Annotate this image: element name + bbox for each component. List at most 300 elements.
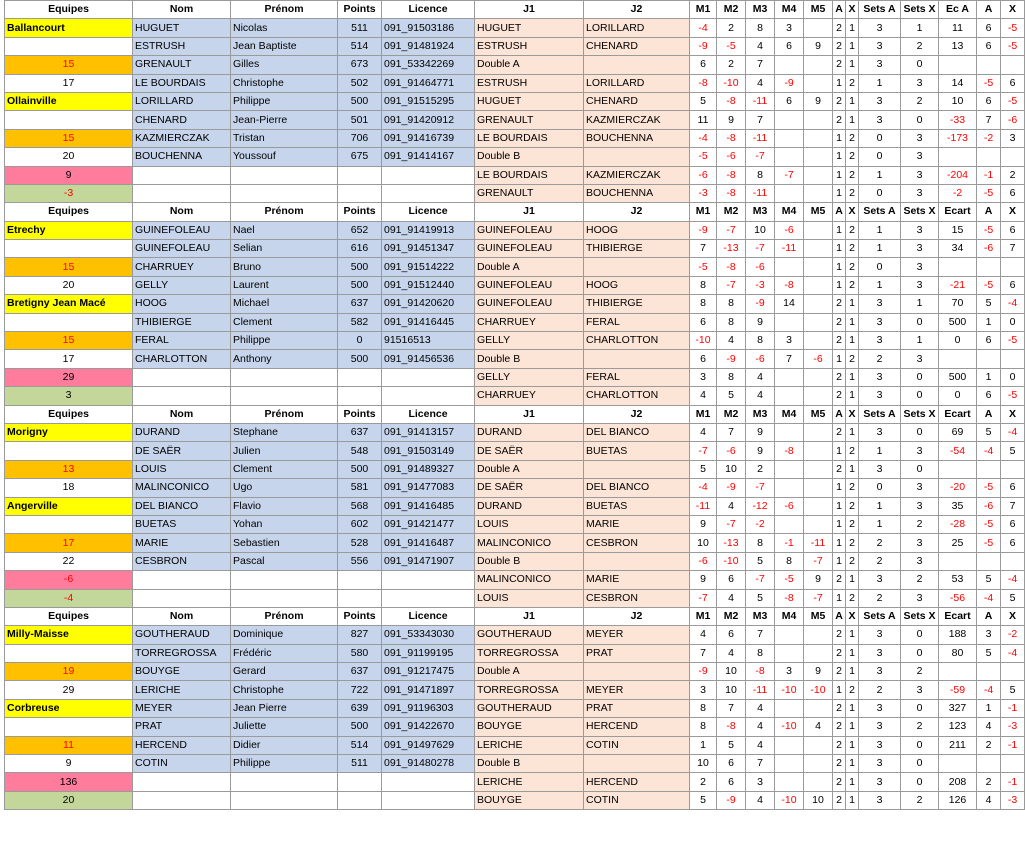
match-j2: BOUCHENNA bbox=[584, 129, 690, 147]
player-points: 722 bbox=[338, 681, 382, 699]
ecart: -28 bbox=[939, 515, 977, 533]
player-prenom: Jean-Pierre bbox=[231, 111, 338, 129]
team-cell bbox=[5, 37, 133, 55]
player-prenom: Julien bbox=[231, 442, 338, 460]
sets-a: 2 bbox=[859, 589, 901, 607]
m2: -6 bbox=[717, 442, 746, 460]
team-cell bbox=[5, 313, 133, 331]
player-nom: LE BOURDAIS bbox=[133, 74, 231, 92]
match-j2 bbox=[584, 663, 690, 681]
pts-x bbox=[1001, 56, 1025, 74]
m2: -9 bbox=[717, 791, 746, 809]
m5: 10 bbox=[804, 791, 833, 809]
team-diff: 29 bbox=[5, 368, 133, 386]
sets-a: 3 bbox=[859, 736, 901, 754]
player-points: 500 bbox=[338, 276, 382, 294]
table-row bbox=[5, 626, 1025, 644]
header-m1: M1 bbox=[690, 203, 717, 221]
match-j2: THIBIERGE bbox=[584, 240, 690, 258]
sets-x: 3 bbox=[901, 497, 939, 515]
header-pts-x: X bbox=[1001, 203, 1025, 221]
match-x: 2 bbox=[846, 515, 859, 533]
m5: 4 bbox=[804, 718, 833, 736]
sets-a: 3 bbox=[859, 37, 901, 55]
m2: 5 bbox=[717, 736, 746, 754]
m4 bbox=[775, 755, 804, 773]
match-x: 1 bbox=[846, 718, 859, 736]
m1: -6 bbox=[690, 552, 717, 570]
pts-x: 7 bbox=[1001, 497, 1025, 515]
table-row bbox=[5, 129, 1025, 147]
match-j1: HUGUET bbox=[475, 92, 584, 110]
pts-x: -1 bbox=[1001, 773, 1025, 791]
pts-x bbox=[1001, 460, 1025, 478]
m1: 9 bbox=[690, 571, 717, 589]
sets-a: 2 bbox=[859, 350, 901, 368]
header-sets-a: Sets A bbox=[859, 607, 901, 625]
match-j2: PRAT bbox=[584, 699, 690, 717]
m5 bbox=[804, 184, 833, 202]
header-prenom: Prénom bbox=[231, 203, 338, 221]
m1: -9 bbox=[690, 663, 717, 681]
sets-a: 3 bbox=[859, 644, 901, 662]
empty-cell bbox=[338, 387, 382, 405]
ecart: -20 bbox=[939, 479, 977, 497]
empty-cell bbox=[231, 773, 338, 791]
empty-cell bbox=[133, 791, 231, 809]
m4: 8 bbox=[775, 552, 804, 570]
m3: 4 bbox=[746, 791, 775, 809]
m3: -11 bbox=[746, 184, 775, 202]
player-licence: 91516513 bbox=[382, 332, 475, 350]
match-x: 1 bbox=[846, 736, 859, 754]
pts-a: 5 bbox=[977, 423, 1001, 441]
pts-x: -5 bbox=[1001, 387, 1025, 405]
sets-a: 3 bbox=[859, 313, 901, 331]
m2: -8 bbox=[717, 129, 746, 147]
m4: -6 bbox=[775, 497, 804, 515]
match-a: 1 bbox=[833, 479, 846, 497]
match-x: 2 bbox=[846, 534, 859, 552]
header-j1: J1 bbox=[475, 607, 584, 625]
pts-a: -5 bbox=[977, 221, 1001, 239]
m5 bbox=[804, 129, 833, 147]
pts-a: -5 bbox=[977, 276, 1001, 294]
m5 bbox=[804, 479, 833, 497]
pts-x: 7 bbox=[1001, 240, 1025, 258]
sets-x: 3 bbox=[901, 148, 939, 166]
m1: 6 bbox=[690, 313, 717, 331]
m4 bbox=[775, 423, 804, 441]
m3: 5 bbox=[746, 589, 775, 607]
match-a: 2 bbox=[833, 791, 846, 809]
player-licence: 091_91451347 bbox=[382, 240, 475, 258]
match-j1: GUINEFOLEAU bbox=[475, 240, 584, 258]
pts-a: 1 bbox=[977, 313, 1001, 331]
m2: -8 bbox=[717, 184, 746, 202]
header-a: A bbox=[833, 203, 846, 221]
m4: 3 bbox=[775, 332, 804, 350]
table-row bbox=[5, 332, 1025, 350]
m3: 7 bbox=[746, 111, 775, 129]
m5: -7 bbox=[804, 552, 833, 570]
m5 bbox=[804, 276, 833, 294]
pts-x: 0 bbox=[1001, 313, 1025, 331]
player-prenom: Michael bbox=[231, 295, 338, 313]
player-nom: LOUIS bbox=[133, 460, 231, 478]
match-j1: ESTRUSH bbox=[475, 37, 584, 55]
results-sheet bbox=[4, 0, 1025, 810]
player-licence: 091_91217475 bbox=[382, 663, 475, 681]
empty-cell bbox=[231, 368, 338, 386]
team-score-home: 19 bbox=[5, 663, 133, 681]
empty-cell bbox=[133, 184, 231, 202]
m1: 8 bbox=[690, 699, 717, 717]
player-licence: 091_91416485 bbox=[382, 497, 475, 515]
sets-a: 3 bbox=[859, 19, 901, 37]
player-prenom: Stephane bbox=[231, 423, 338, 441]
pts-a: 2 bbox=[977, 736, 1001, 754]
m1: -5 bbox=[690, 148, 717, 166]
empty-cell bbox=[338, 184, 382, 202]
header-prenom: Prénom bbox=[231, 607, 338, 625]
player-nom: FERAL bbox=[133, 332, 231, 350]
match-x: 2 bbox=[846, 589, 859, 607]
m5 bbox=[804, 313, 833, 331]
team-name-away: Ollainville bbox=[5, 92, 133, 110]
ecart: 25 bbox=[939, 534, 977, 552]
match-x: 2 bbox=[846, 497, 859, 515]
match-j2: MEYER bbox=[584, 681, 690, 699]
m4: 3 bbox=[775, 19, 804, 37]
ecart: 211 bbox=[939, 736, 977, 754]
empty-cell bbox=[231, 166, 338, 184]
header-m5: M5 bbox=[804, 1, 833, 19]
team-cell bbox=[5, 240, 133, 258]
match-a: 1 bbox=[833, 184, 846, 202]
player-points: 514 bbox=[338, 736, 382, 754]
table-row bbox=[5, 699, 1025, 717]
m4: -7 bbox=[775, 166, 804, 184]
sets-a: 0 bbox=[859, 479, 901, 497]
pts-a: 1 bbox=[977, 699, 1001, 717]
sets-x: 0 bbox=[901, 699, 939, 717]
player-points: 511 bbox=[338, 19, 382, 37]
sets-a: 0 bbox=[859, 148, 901, 166]
team-balance: -3 bbox=[5, 184, 133, 202]
match-j1: LOUIS bbox=[475, 515, 584, 533]
player-licence: 091_91416739 bbox=[382, 129, 475, 147]
m2: -8 bbox=[717, 718, 746, 736]
m2: 10 bbox=[717, 663, 746, 681]
player-prenom: Tristan bbox=[231, 129, 338, 147]
player-points: 675 bbox=[338, 148, 382, 166]
sets-a: 1 bbox=[859, 276, 901, 294]
header-j2: J2 bbox=[584, 1, 690, 19]
player-licence: 091_91413157 bbox=[382, 423, 475, 441]
m2: -8 bbox=[717, 92, 746, 110]
pts-x: 6 bbox=[1001, 534, 1025, 552]
m3: 2 bbox=[746, 460, 775, 478]
match-x: 2 bbox=[846, 350, 859, 368]
match-j2: MARIE bbox=[584, 571, 690, 589]
header-pts-x: X bbox=[1001, 1, 1025, 19]
m1: 7 bbox=[690, 644, 717, 662]
m3: 9 bbox=[746, 313, 775, 331]
pts-a: -2 bbox=[977, 129, 1001, 147]
m4: 6 bbox=[775, 37, 804, 55]
player-prenom: Jean Baptiste bbox=[231, 37, 338, 55]
header-prenom: Prénom bbox=[231, 405, 338, 423]
sets-a: 3 bbox=[859, 295, 901, 313]
sets-a: 3 bbox=[859, 92, 901, 110]
sets-x: 3 bbox=[901, 166, 939, 184]
match-j1: Double B bbox=[475, 755, 584, 773]
table-row bbox=[5, 221, 1025, 239]
m5 bbox=[804, 644, 833, 662]
match-a: 2 bbox=[833, 699, 846, 717]
m2: -7 bbox=[717, 221, 746, 239]
sets-a: 3 bbox=[859, 332, 901, 350]
pts-a: 4 bbox=[977, 791, 1001, 809]
match-j1: LE BOURDAIS bbox=[475, 166, 584, 184]
ecart bbox=[939, 460, 977, 478]
match-a: 2 bbox=[833, 773, 846, 791]
header-pts-a: A bbox=[977, 405, 1001, 423]
m2: -13 bbox=[717, 240, 746, 258]
empty-cell bbox=[133, 773, 231, 791]
m5 bbox=[804, 460, 833, 478]
header-pts-a: A bbox=[977, 203, 1001, 221]
pts-x bbox=[1001, 755, 1025, 773]
pts-x: -4 bbox=[1001, 644, 1025, 662]
m3: -6 bbox=[746, 350, 775, 368]
match-a: 2 bbox=[833, 718, 846, 736]
header-m1: M1 bbox=[690, 1, 717, 19]
m1: 3 bbox=[690, 681, 717, 699]
m3: 4 bbox=[746, 718, 775, 736]
empty-cell bbox=[133, 571, 231, 589]
team-score-away: 15 bbox=[5, 129, 133, 147]
pts-x: 2 bbox=[1001, 166, 1025, 184]
m2: 4 bbox=[717, 589, 746, 607]
match-j2: DEL BIANCO bbox=[584, 423, 690, 441]
match-j2: THIBIERGE bbox=[584, 295, 690, 313]
match-j2: MEYER bbox=[584, 626, 690, 644]
sets-x: 3 bbox=[901, 74, 939, 92]
m3: 4 bbox=[746, 368, 775, 386]
header-row bbox=[5, 1, 1025, 19]
player-nom: BUETAS bbox=[133, 515, 231, 533]
ecart: 53 bbox=[939, 571, 977, 589]
pts-x: 6 bbox=[1001, 479, 1025, 497]
pts-a: 6 bbox=[977, 332, 1001, 350]
m2: 8 bbox=[717, 295, 746, 313]
m2: 4 bbox=[717, 497, 746, 515]
match-j2: PRAT bbox=[584, 644, 690, 662]
empty-cell bbox=[231, 791, 338, 809]
header-m1: M1 bbox=[690, 607, 717, 625]
player-prenom: Philippe bbox=[231, 92, 338, 110]
match-j1: CHARRUEY bbox=[475, 387, 584, 405]
m2: -8 bbox=[717, 258, 746, 276]
empty-cell bbox=[382, 166, 475, 184]
match-a: 1 bbox=[833, 74, 846, 92]
pts-a bbox=[977, 350, 1001, 368]
player-prenom: Bruno bbox=[231, 258, 338, 276]
m1: 5 bbox=[690, 92, 717, 110]
m4: 7 bbox=[775, 350, 804, 368]
m3: 4 bbox=[746, 387, 775, 405]
player-nom: THIBIERGE bbox=[133, 313, 231, 331]
match-a: 2 bbox=[833, 755, 846, 773]
match-j1: LE BOURDAIS bbox=[475, 129, 584, 147]
m3: -3 bbox=[746, 276, 775, 294]
m1: 5 bbox=[690, 791, 717, 809]
sets-a: 1 bbox=[859, 221, 901, 239]
ecart: 70 bbox=[939, 295, 977, 313]
match-j2 bbox=[584, 755, 690, 773]
header-sets-a: Sets A bbox=[859, 405, 901, 423]
m3: 4 bbox=[746, 74, 775, 92]
match-x: 2 bbox=[846, 129, 859, 147]
m3: -7 bbox=[746, 148, 775, 166]
m5: 9 bbox=[804, 663, 833, 681]
header-m2: M2 bbox=[717, 607, 746, 625]
match-j1: CHARRUEY bbox=[475, 313, 584, 331]
player-nom: GELLY bbox=[133, 276, 231, 294]
player-licence: 091_91471897 bbox=[382, 681, 475, 699]
match-j1: Double A bbox=[475, 663, 584, 681]
player-nom: KAZMIERCZAK bbox=[133, 129, 231, 147]
ecart bbox=[939, 56, 977, 74]
match-j2: CESBRON bbox=[584, 534, 690, 552]
match-x: 1 bbox=[846, 37, 859, 55]
sets-x: 0 bbox=[901, 736, 939, 754]
ecart: 10 bbox=[939, 92, 977, 110]
sets-x: 3 bbox=[901, 350, 939, 368]
table-row bbox=[5, 589, 1025, 607]
m2: -7 bbox=[717, 276, 746, 294]
match-j2: HERCEND bbox=[584, 718, 690, 736]
m5 bbox=[804, 755, 833, 773]
match-x: 2 bbox=[846, 552, 859, 570]
sets-x: 3 bbox=[901, 221, 939, 239]
match-a: 2 bbox=[833, 368, 846, 386]
sets-a: 3 bbox=[859, 460, 901, 478]
m1: 5 bbox=[690, 460, 717, 478]
match-x: 2 bbox=[846, 258, 859, 276]
player-nom: DEL BIANCO bbox=[133, 497, 231, 515]
player-nom: HOOG bbox=[133, 295, 231, 313]
m4: 14 bbox=[775, 295, 804, 313]
match-j2: HOOG bbox=[584, 221, 690, 239]
pts-x: 6 bbox=[1001, 184, 1025, 202]
player-points: 580 bbox=[338, 644, 382, 662]
match-a: 2 bbox=[833, 56, 846, 74]
team-name-home: Etrechy bbox=[5, 221, 133, 239]
ecart: 188 bbox=[939, 626, 977, 644]
header-sets-a: Sets A bbox=[859, 203, 901, 221]
header-equipes: Equipes bbox=[5, 405, 133, 423]
table-row bbox=[5, 479, 1025, 497]
m2: 6 bbox=[717, 755, 746, 773]
match-j1: Double A bbox=[475, 56, 584, 74]
m5: -7 bbox=[804, 589, 833, 607]
m2: -7 bbox=[717, 515, 746, 533]
match-j1: HUGUET bbox=[475, 19, 584, 37]
m2: 7 bbox=[717, 423, 746, 441]
pts-a: 6 bbox=[977, 92, 1001, 110]
header-m5: M5 bbox=[804, 405, 833, 423]
team-score-away: 11 bbox=[5, 736, 133, 754]
match-x: 1 bbox=[846, 56, 859, 74]
sets-x: 3 bbox=[901, 681, 939, 699]
pts-x: 5 bbox=[1001, 589, 1025, 607]
match-j1: LERICHE bbox=[475, 736, 584, 754]
m2: -10 bbox=[717, 552, 746, 570]
sets-a: 3 bbox=[859, 791, 901, 809]
player-prenom: Laurent bbox=[231, 276, 338, 294]
header-sets-x: Sets X bbox=[901, 607, 939, 625]
m5: 9 bbox=[804, 92, 833, 110]
match-j2: CHARLOTTON bbox=[584, 387, 690, 405]
m3: -11 bbox=[746, 92, 775, 110]
match-x: 2 bbox=[846, 240, 859, 258]
match-j1: GOUTHERAUD bbox=[475, 699, 584, 717]
m1: -7 bbox=[690, 442, 717, 460]
header-m1: M1 bbox=[690, 405, 717, 423]
match-x: 2 bbox=[846, 184, 859, 202]
header-x: X bbox=[846, 607, 859, 625]
player-points: 602 bbox=[338, 515, 382, 533]
sets-x: 3 bbox=[901, 479, 939, 497]
header-m2: M2 bbox=[717, 203, 746, 221]
m2: 10 bbox=[717, 460, 746, 478]
team-diff: 9 bbox=[5, 166, 133, 184]
match-x: 2 bbox=[846, 166, 859, 184]
pts-a: 6 bbox=[977, 19, 1001, 37]
player-prenom: Sebastien bbox=[231, 534, 338, 552]
header-m3: M3 bbox=[746, 607, 775, 625]
empty-cell bbox=[231, 589, 338, 607]
player-points: 548 bbox=[338, 442, 382, 460]
ecart: 208 bbox=[939, 773, 977, 791]
sets-a: 3 bbox=[859, 626, 901, 644]
team-name-away: Bretigny Jean Macé bbox=[5, 295, 133, 313]
player-points: 637 bbox=[338, 295, 382, 313]
sets-a: 0 bbox=[859, 129, 901, 147]
player-licence: 091_91481924 bbox=[382, 37, 475, 55]
m4 bbox=[775, 313, 804, 331]
sets-a: 1 bbox=[859, 166, 901, 184]
match-a: 2 bbox=[833, 92, 846, 110]
match-x: 1 bbox=[846, 460, 859, 478]
header-nom: Nom bbox=[133, 1, 231, 19]
player-nom: ESTRUSH bbox=[133, 37, 231, 55]
player-nom: CHARRUEY bbox=[133, 258, 231, 276]
player-points: 511 bbox=[338, 755, 382, 773]
ecart: -21 bbox=[939, 276, 977, 294]
match-x: 1 bbox=[846, 332, 859, 350]
m4: -1 bbox=[775, 534, 804, 552]
ecart bbox=[939, 663, 977, 681]
team-cell bbox=[5, 515, 133, 533]
header-row bbox=[5, 405, 1025, 423]
sets-x: 3 bbox=[901, 442, 939, 460]
m3: 10 bbox=[746, 221, 775, 239]
m2: 7 bbox=[717, 699, 746, 717]
